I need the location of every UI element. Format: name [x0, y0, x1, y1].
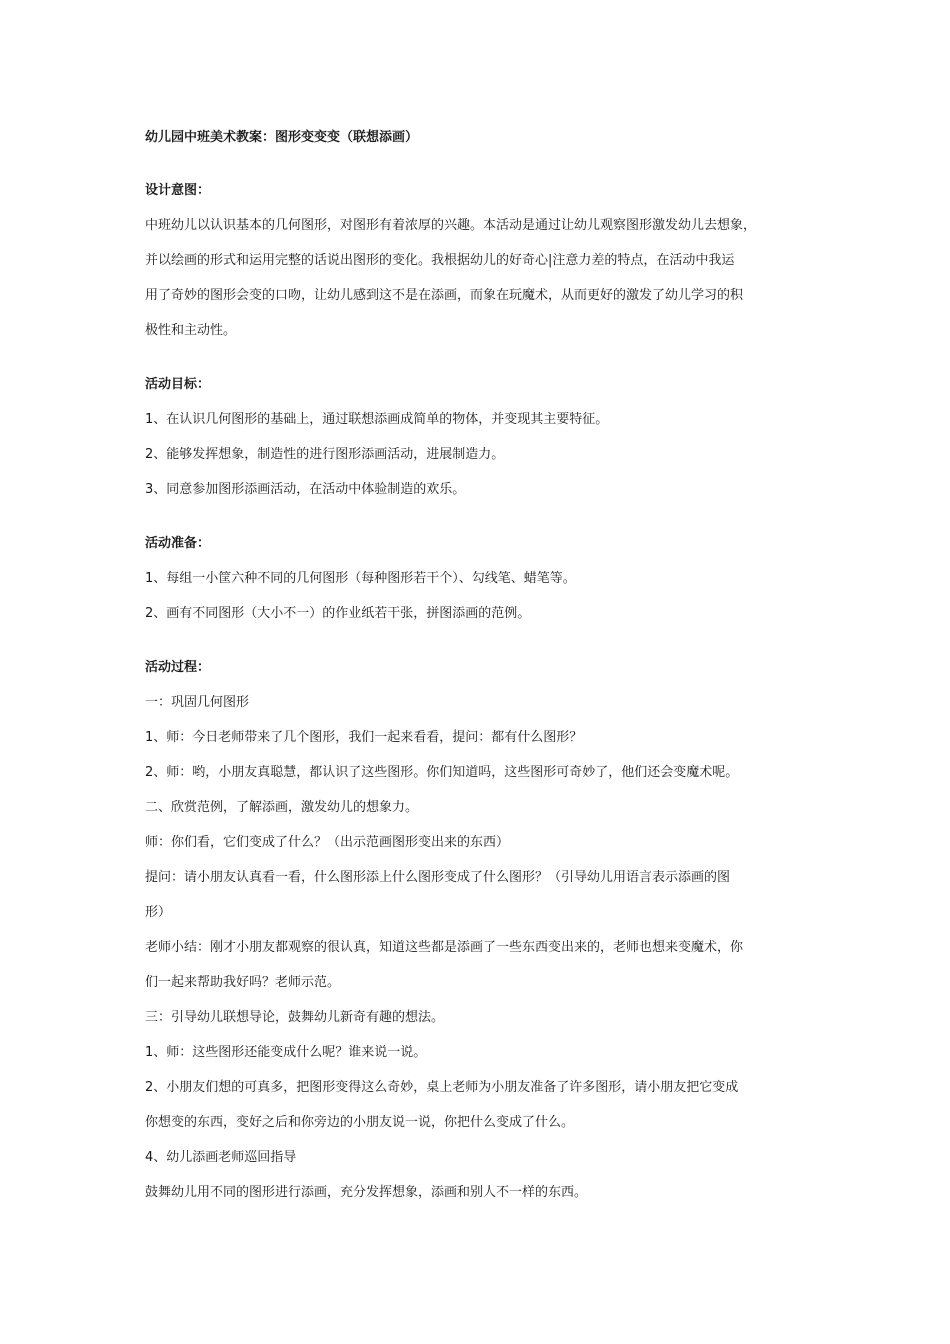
goal-item: 3、同意参加图形添画活动，在活动中体验制造的欢乐。 [145, 482, 466, 497]
process-line: 老师小结：刚才小朋友都观察的很认真，知道这些都是添画了一些东西变出来的，老师也想来变魔术，你 [145, 940, 744, 955]
process-line: 2、小朋友们想的可真多，把图形变得这么奇妙，桌上老师为小朋友准备了许多图形，请小朋友把它变成 [145, 1080, 739, 1095]
design-paragraph-line: 极性和主动性。 [145, 323, 237, 338]
goals-heading: 活动目标： [145, 377, 211, 392]
document-title: 幼儿园中班美术教案：图形变变变（联想添画） [145, 130, 419, 145]
goal-item: 2、能够发挥想象，制造性的进行图形添画活动，进展制造力。 [145, 447, 505, 462]
process-line: 二、欣赏范例，了解添画，激发幼儿的想象力。 [145, 800, 419, 815]
prep-item: 2、画有不同图形（大小不一）的作业纸若干张，拼图添画的范例。 [145, 606, 531, 621]
process-line: 你想变的东西，变好之后和你旁边的小朋友说一说，你把什么变成了什么。 [145, 1115, 575, 1130]
process-line: 1、师：今日老师带来了几个图形，我们一起来看看，提问：都有什么图形？ [145, 730, 583, 745]
process-line: 1、师：这些图形还能变成什么呢？谁来说一说。 [145, 1045, 427, 1060]
design-paragraph-line: 用了奇妙的图形会变的口吻，让幼儿感到这不是在添画，而象在玩魔术，从而更好的激发了幼儿学习的积 [145, 288, 744, 303]
process-heading: 活动过程： [145, 660, 211, 675]
process-line: 们一起来帮助我好吗？老师示范。 [145, 975, 341, 990]
prep-item: 1、每组一小筐六种不同的几何图形（每种图形若干个）、勾线笔、蜡笔等。 [145, 571, 576, 586]
process-line: 提问：请小朋友认真看一看，什么图形添上什么图形变成了什么图形？（引导幼儿用语言表示添画的图 [145, 870, 731, 885]
process-line: 三：引导幼儿联想导论，鼓舞幼儿新奇有趣的想法。 [145, 1010, 445, 1025]
prep-heading: 活动准备： [145, 536, 211, 551]
design-paragraph-line: 中班幼儿以认识基本的几何图形，对图形有着浓厚的兴趣。本活动是通过让幼儿观察图形激发幼儿去想象， [145, 218, 757, 233]
process-line: 4、幼儿添画老师巡回指导 [145, 1150, 297, 1165]
process-line: 一：巩固几何图形 [145, 695, 250, 710]
goal-item: 1、在认识几何图形的基础上，通过联想添画成简单的物体，并变现其主要特征。 [145, 412, 609, 427]
process-line: 2、师：哟，小朋友真聪慧，都认识了这些图形。你们知道吗，这些图形可奇妙了，他们还会变魔术呢。 [145, 765, 739, 780]
process-line: 形） [145, 905, 172, 920]
process-line: 鼓舞幼儿用不同的图形进行添画，充分发挥想象，添画和别人不一样的东西。 [145, 1185, 588, 1200]
document-body [145, 126, 825, 1216]
process-line: 师：你们看，它们变成了什么？（出示范画图形变出来的东西） [145, 835, 510, 850]
design-heading: 设计意图： [145, 183, 211, 198]
design-paragraph-line: 并以绘画的形式和运用完整的话说出图形的变化。我根据幼儿的好奇心|注意力差的特点，在活动中我运 [145, 253, 735, 268]
